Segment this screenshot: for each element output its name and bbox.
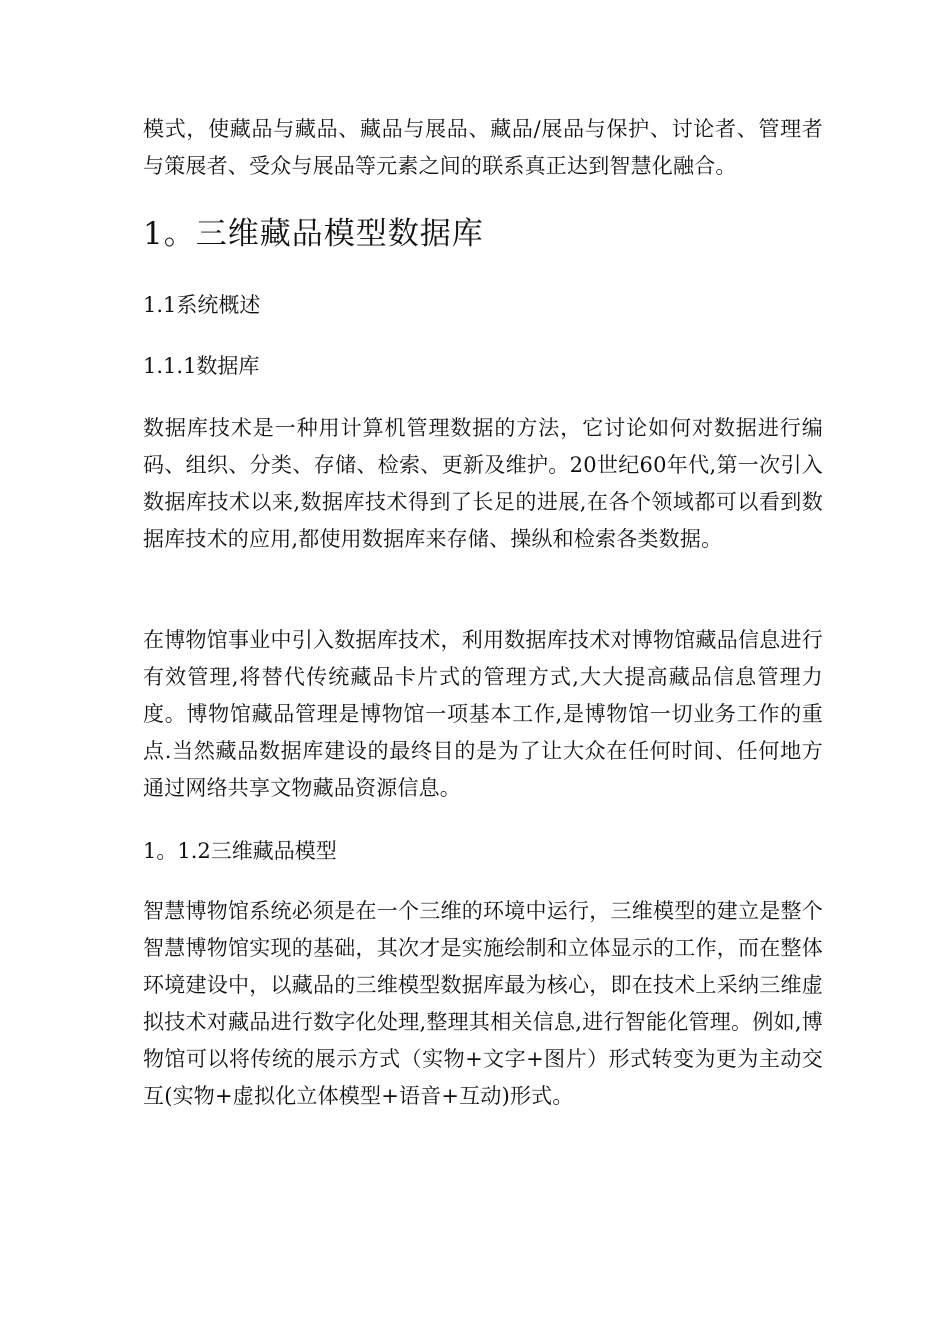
paragraph-3d-model: 智慧博物馆系统必须是在一个三维的环境中运行，三维模型的建立是整个智慧博物馆实现的基础，其次才是实施绘制和立体显示的工作，而在整体环境建设中，以藏品的三维模型数据库最为核心，即在技术上采纳三维虚拟技术对藏品进行数字化处理,整理其相关信息,进行智能化管理。例如,博物馆可以将传统的展示方式（实物+文字+图片）形式转变为更为主动交互(实物+虚拟化立体模型+语音+互动)形式。 (143, 899, 823, 1108)
subsection-heading-1-1: 1.1系统概述 (143, 293, 261, 317)
intro-paragraph: 模式，使藏品与藏品、藏品与展品、藏品/展品与保护、讨论者、管理者与策展者、受众与展品等元素之间的联系真正达到智慧化融合。 (143, 117, 823, 178)
section-title: 1。三维藏品模型数据库 (143, 216, 484, 252)
subsection-heading-1-1-2: 1。1.2三维藏品模型 (143, 839, 337, 863)
subsection-heading-1-1-1: 1.1.1数据库 (143, 354, 260, 378)
paragraph-database-museum: 在博物馆事业中引入数据库技术，利用数据库技术对博物馆藏品信息进行有效管理,将替代传统藏品卡片式的管理方式,大大提高藏品信息管理力度。博物馆藏品管理是博物馆一项基本工作,是博物馆一切业务工作的重点.当然藏品数据库建设的最终目的是为了让大众在任何时间、任何地方通过网络共享文物藏品资源信息。 (143, 628, 823, 800)
paragraph-database-intro: 数据库技术是一种用计算机管理数据的方法，它讨论如何对数据进行编码、组织、分类、存储、检索、更新及维护。20世纪60年代,第一次引入数据库技术以来,数据库技术得到了长足的进展,在各个领域都可以看到数据库技术的应用,都使用数据库来存储、操纵和检索各类数据。 (143, 416, 823, 551)
